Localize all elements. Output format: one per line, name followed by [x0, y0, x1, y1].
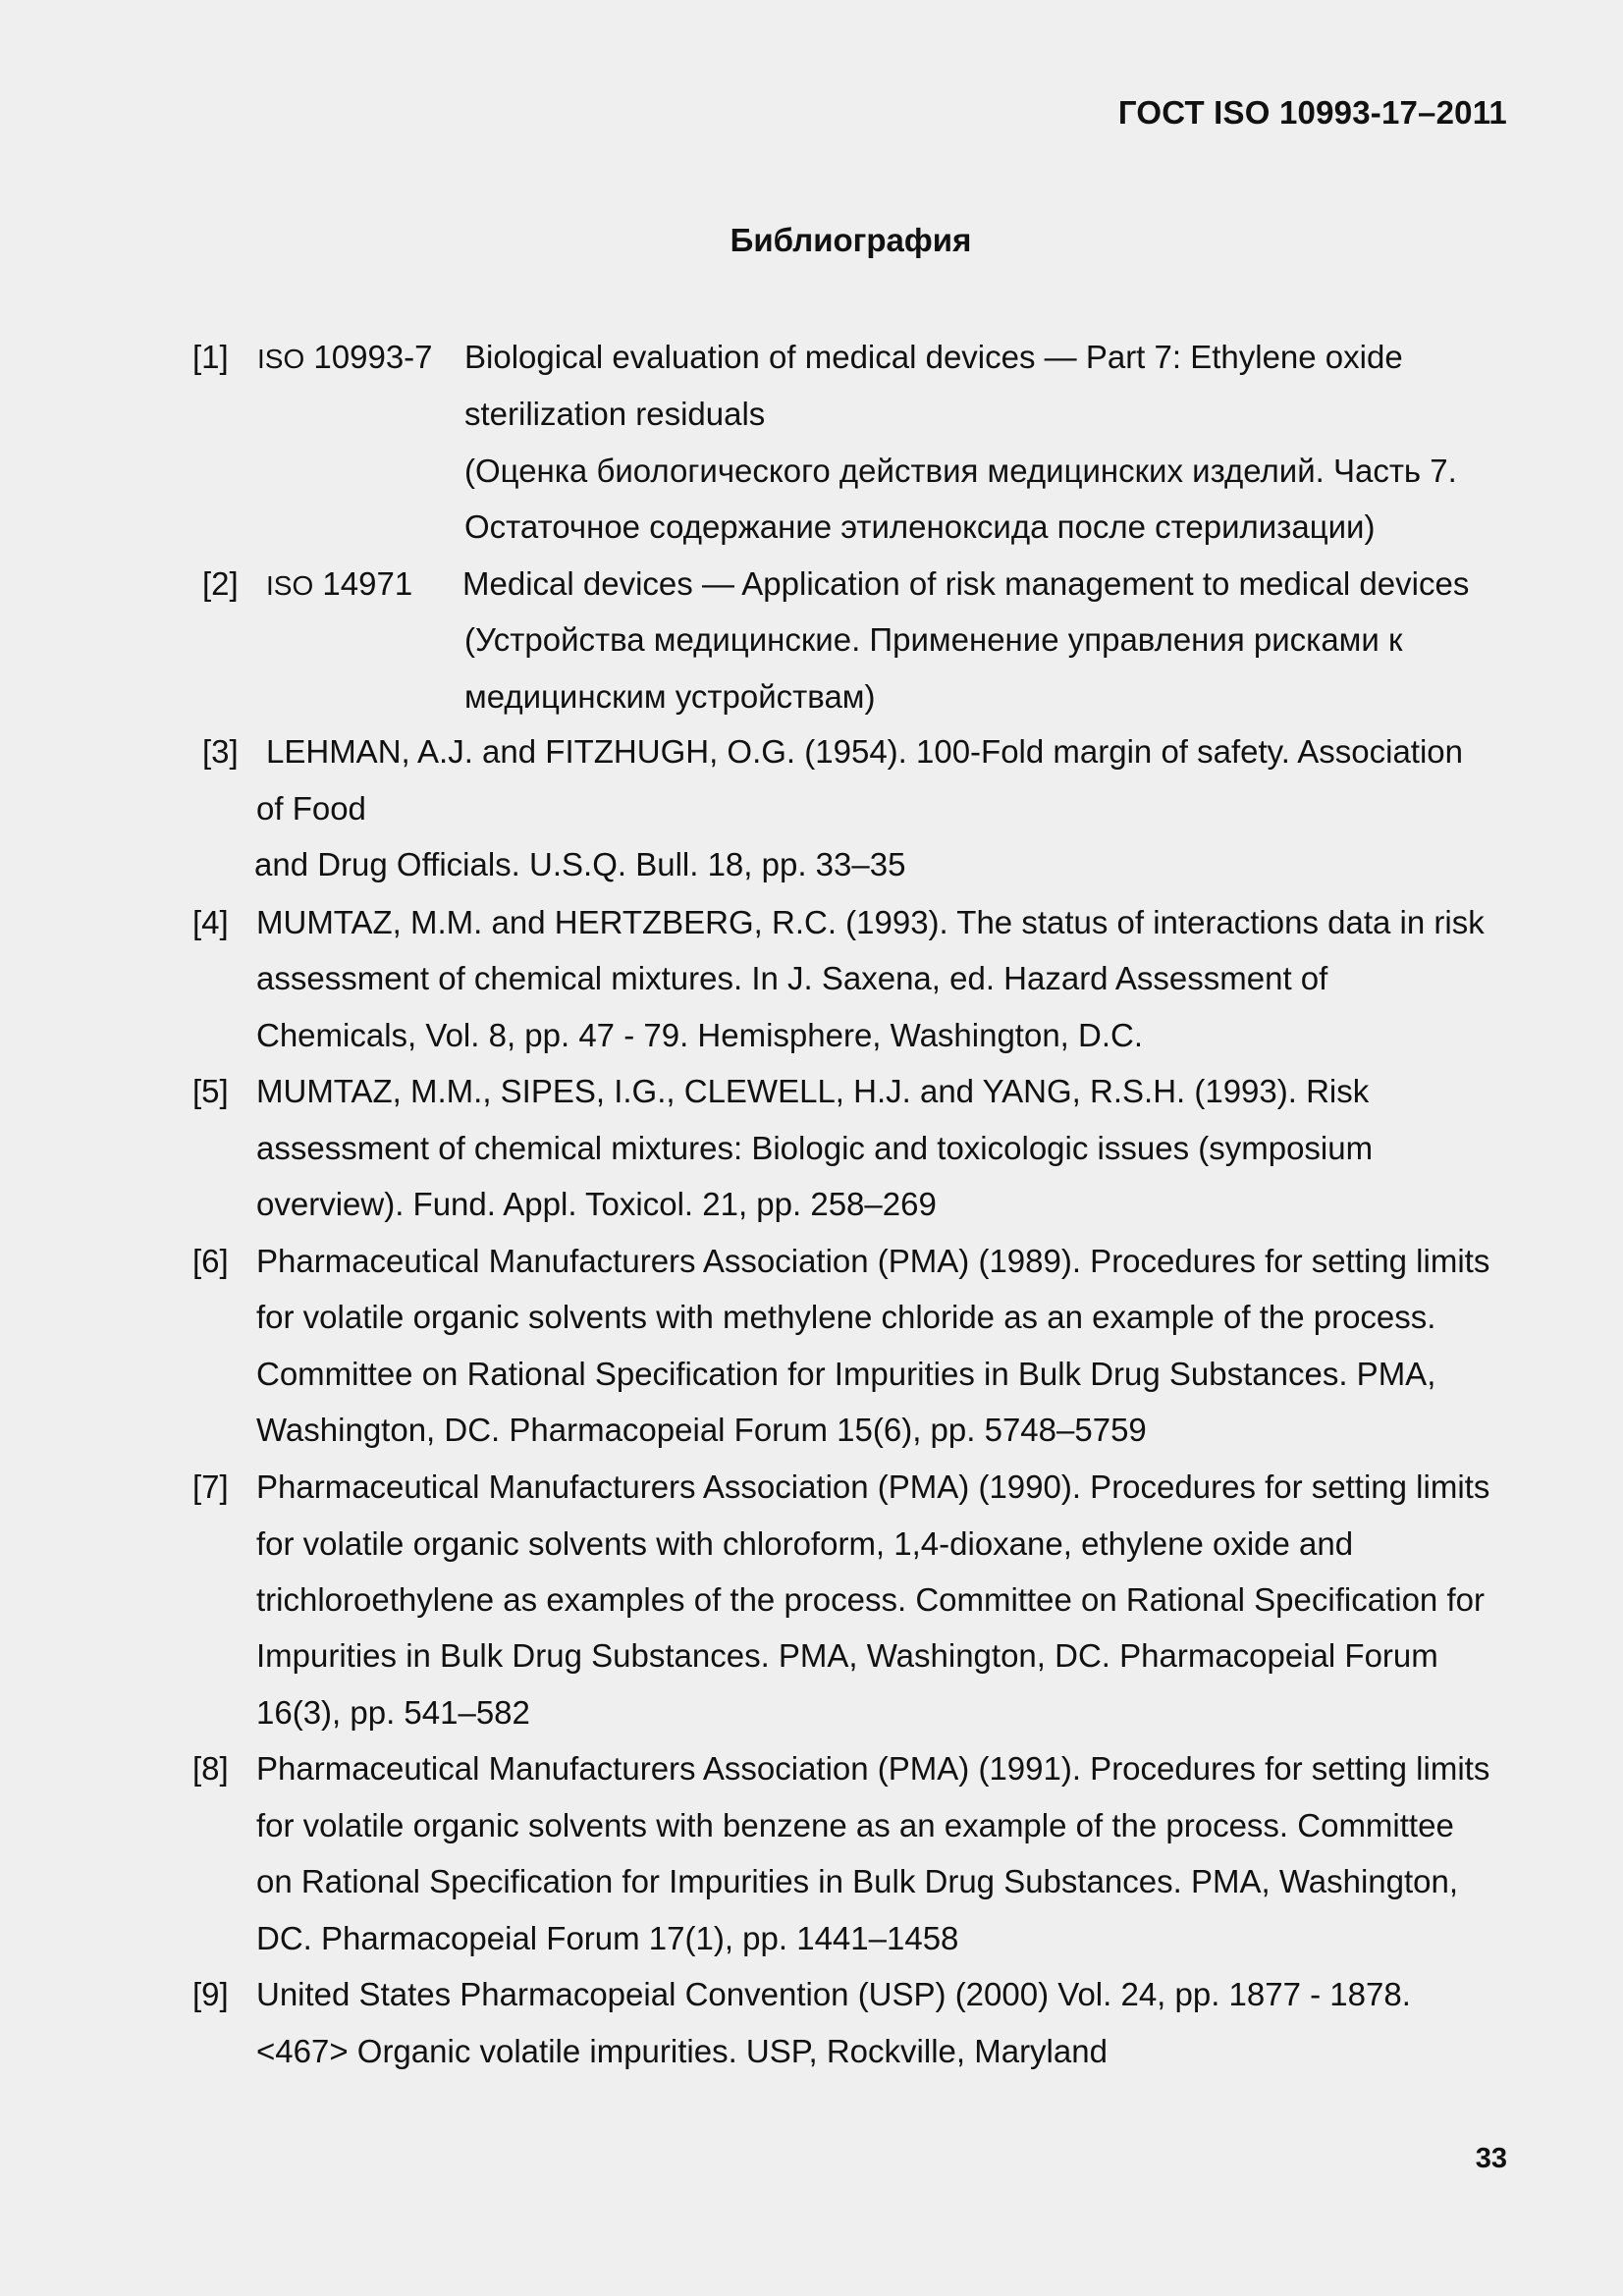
- reference-line: LEHMAN, A.J. and FITZHUGH, O.G. (1954). 100-Fold margin of safety. Association: [266, 733, 1464, 770]
- reference-line: DC. Pharmacopeial Forum 17(1), pp. 1441–1458: [256, 1920, 959, 1956]
- reference-line: for volatile organic solvents with methylene chloride as an example of the process.: [256, 1299, 1436, 1335]
- reference-line: (Оценка биологического действия медицинских изделий. Часть 7.: [464, 453, 1457, 489]
- reference-number: [9]: [192, 1976, 229, 2012]
- reference-line: on Rational Specification for Impurities in Bulk Drug Substances. PMA, Washington,: [256, 1863, 1459, 1899]
- reference-line: медицинским устройствам): [464, 678, 876, 715]
- standard-prefix: ISO: [257, 344, 305, 374]
- reference-line: assessment of chemical mixtures. In J. Saxena, ed. Hazard Assessment of: [256, 960, 1328, 996]
- reference-line: Chemicals, Vol. 8, pp. 47 - 79. Hemisphere, Washington, D.C.: [256, 1017, 1144, 1053]
- reference-line: Pharmaceutical Manufacturers Association (PMA) (1989). Procedures for setting limits: [256, 1243, 1490, 1279]
- reference-number: [6]: [192, 1243, 229, 1279]
- page-number: 33: [1475, 2143, 1507, 2174]
- reference-number: [5]: [192, 1073, 229, 1109]
- reference-line: (Устройства медицинские. Применение управления рисками к: [464, 621, 1403, 658]
- reference-line: trichloroethylene as examples of the process. Committee on Rational Specification for: [256, 1581, 1485, 1618]
- page-title: Библиография: [730, 222, 972, 258]
- standard-number: 10993-7: [313, 339, 433, 375]
- reference-number: [1]: [192, 339, 229, 375]
- reference-number: [8]: [192, 1750, 229, 1787]
- reference-line: of Food: [256, 790, 366, 827]
- reference-line: overview). Fund. Appl. Toxicol. 21, pp. 258–269: [256, 1186, 937, 1222]
- reference-line: for volatile organic solvents with chloroform, 1,4-dioxane, ethylene oxide and: [256, 1525, 1354, 1562]
- reference-line: Pharmaceutical Manufacturers Association (PMA) (1991). Procedures for setting limits: [256, 1750, 1490, 1787]
- reference-number: [7]: [192, 1468, 229, 1505]
- reference-line: Остаточное содержание этиленоксида после стерилизации): [464, 508, 1376, 545]
- reference-line: United States Pharmacopeial Convention (USP) (2000) Vol. 24, pp. 1877 - 1878.: [256, 1976, 1411, 2012]
- reference-line: sterilization residuals: [464, 396, 766, 432]
- standard-number: 14971: [322, 565, 413, 602]
- standard-designation: [257, 338, 433, 379]
- reference-line: <467> Organic volatile impurities. USP, Rockville, Maryland: [256, 2033, 1108, 2069]
- reference-line: and Drug Officials. U.S.Q. Bull. 18, pp. 33–35: [254, 846, 906, 882]
- reference-number: [3]: [202, 733, 239, 770]
- reference-line: 16(3), pp. 541–582: [256, 1694, 530, 1731]
- reference-line: for volatile organic solvents with benzene as an example of the process. Committee: [256, 1807, 1454, 1843]
- reference-line: Biological evaluation of medical devices — Part 7: Ethylene oxide: [464, 339, 1403, 375]
- reference-line: MUMTAZ, M.M. and HERTZBERG, R.C. (1993). The status of interactions data in risk: [256, 904, 1485, 940]
- standard-designation: [266, 564, 412, 606]
- reference-number: [2]: [202, 565, 239, 602]
- reference-number: [4]: [192, 904, 229, 940]
- standard-prefix: ISO: [266, 570, 314, 601]
- document-code-header: ГОСТ ISO 10993-17–2011: [1117, 94, 1507, 131]
- reference-line: Impurities in Bulk Drug Substances. PMA, Washington, DC. Pharmacopeial Forum: [256, 1637, 1438, 1674]
- reference-line: Washington, DC. Pharmacopeial Forum 15(6), pp. 5748–5759: [256, 1412, 1147, 1448]
- reference-line: Pharmaceutical Manufacturers Association (PMA) (1990). Procedures for setting limits: [256, 1468, 1490, 1505]
- reference-line: Committee on Rational Specification for Impurities in Bulk Drug Substances. PMA,: [256, 1356, 1436, 1392]
- reference-line: assessment of chemical mixtures: Biologic and toxicologic issues (symposium: [256, 1130, 1374, 1166]
- reference-line: MUMTAZ, M.M., SIPES, I.G., CLEWELL, H.J. and YANG, R.S.H. (1993). Risk: [256, 1073, 1370, 1109]
- reference-line: Medical devices — Application of risk management to medical devices: [462, 565, 1470, 602]
